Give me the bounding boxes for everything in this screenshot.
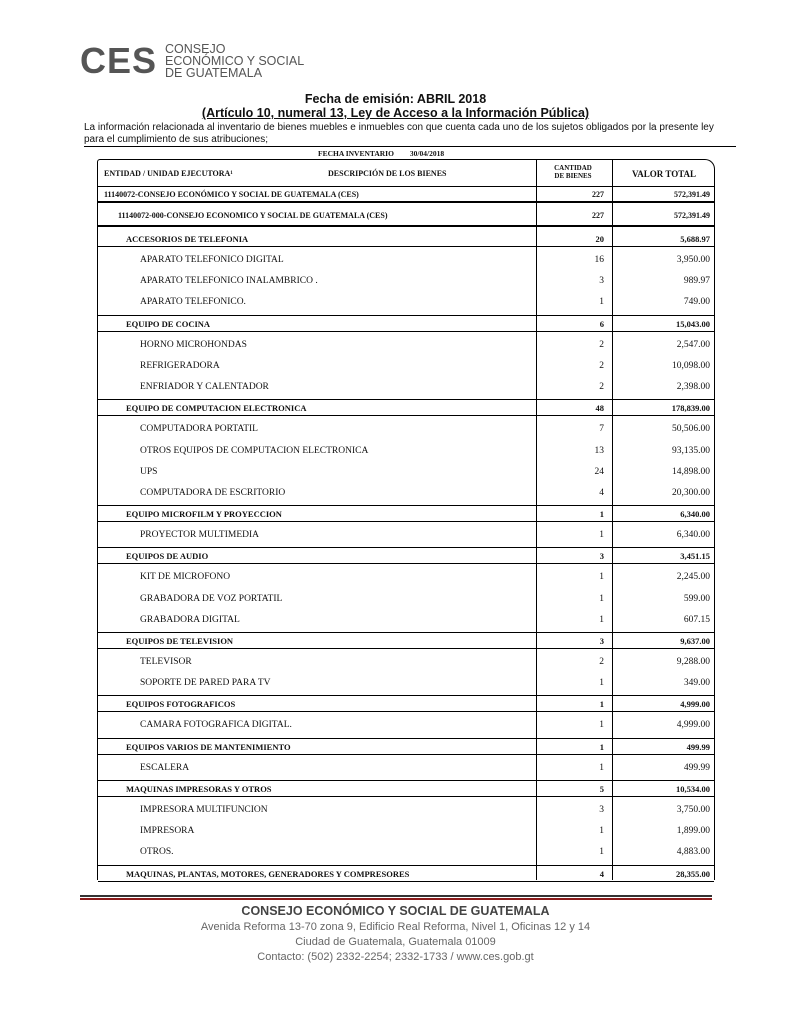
row-valor: 499.99 [683,763,710,773]
row-label: EQUIPO DE COMPUTACION ELECTRONICA [126,403,307,413]
row-valor: 749.00 [683,297,710,307]
row-valor: 572,391.49 [674,211,710,220]
row-cantidad: 4 [599,869,604,879]
row-label: ACCESORIOS DE TELEFONIA [126,234,249,244]
row-label: OTROS EQUIPOS DE COMPUTACION ELECTRONICA [140,446,369,456]
row-cantidad: 1 [599,594,604,604]
row-valor: 14,898.00 [672,467,710,477]
row-divider [98,711,714,712]
row-cantidad: 1 [599,826,604,836]
row-divider [98,648,714,649]
row-label: UPS [140,467,158,477]
row-divider [98,246,714,247]
row-valor: 599.00 [683,594,710,604]
row-divider [98,186,714,187]
row-label: EQUIPO MICROFILM Y PROYECCION [126,509,282,519]
row-label: REFRIGERADORA [140,361,220,371]
row-divider [98,201,714,203]
logo-line: CONSEJO [165,42,226,56]
row-valor: 349.00 [683,678,710,688]
row-divider [98,505,714,506]
row-valor: 15,043.00 [676,319,710,329]
row-label: 11140072-CONSEJO ECONÓMICO Y SOCIAL DE GUATEMALA (CES) [104,190,359,199]
row-cantidad: 5 [599,784,604,794]
row-cantidad: 1 [599,742,604,752]
row-valor: 572,391.49 [674,190,710,199]
row-cantidad: 1 [599,572,604,582]
row-divider [98,563,714,564]
row-cantidad: 3 [599,276,604,286]
row-cantidad: 3 [599,551,604,561]
row-label: EQUIPOS DE AUDIO [126,551,209,561]
logo-text [165,43,304,79]
logo-line: DE GUATEMALA [165,66,263,80]
row-label: HORNO MICROHONDAS [140,340,247,350]
row-label: COMPUTADORA DE ESCRITORIO [140,488,286,498]
row-divider [98,315,714,316]
row-label: SOPORTE DE PARED PARA TV [140,678,271,688]
row-divider [98,521,714,522]
row-valor: 3,950.00 [676,255,710,265]
row-valor: 28,355.00 [676,869,710,879]
row-label: EQUIPO DE COCINA [126,319,211,329]
row-label: KIT DE MICROFONO [140,572,231,582]
row-valor: 499.99 [686,742,710,752]
row-valor: 178,839.00 [671,403,710,413]
row-cantidad: 16 [594,255,604,265]
row-cantidad: 2 [599,340,604,350]
row-cantidad: 1 [599,615,604,625]
row-valor: 20,300.00 [672,488,710,498]
row-cantidad: 2 [599,361,604,371]
row-label: MAQUINAS, PLANTAS, MOTORES, GENERADORES Y COMPRESORES [126,869,410,879]
row-label: IMPRESORA MULTIFUNCION [140,805,268,815]
law-article-title: (Artículo 10, numeral 13, Ley de Acceso a la Información Pública) [201,106,590,120]
row-cantidad: 7 [599,424,604,434]
row-divider [98,796,714,797]
row-label: OTROS. [140,847,174,857]
row-valor: 2,245.00 [676,572,710,582]
inventory-date-value: 30/04/2018 [409,149,445,158]
footer-org: CONSEJO ECONÓMICO Y SOCIAL DE GUATEMALA [241,904,550,918]
row-cantidad: 1 [599,509,604,519]
row-label: IMPRESORA [140,826,195,836]
inventory-table [97,159,715,880]
row-label: CAMARA FOTOGRAFICA DIGITAL. [140,720,292,730]
row-valor: 3,451.15 [680,551,710,561]
footer-city: Ciudad de Guatemala, Guatemala 01009 [295,936,496,948]
row-cantidad: 24 [594,467,604,477]
intro-paragraph: La información relacionada al inventario de bienes muebles e inmuebles con que cuenta cada uno de los sujetos obligados por la presente ley para el cumplimiento de sus atribuciones; [84,122,714,145]
row-divider [98,780,714,781]
row-label: GRABADORA DE VOZ PORTATIL [140,594,283,604]
row-label: EQUIPOS VARIOS DE MANTENIMIENTO [126,742,291,752]
row-cantidad: 20 [595,234,604,244]
row-divider [98,738,714,739]
footer-address: Avenida Reforma 13-70 zona 9, Edificio Real Reforma, Nivel 1, Oficinas 12 y 14 [200,921,591,933]
row-cantidad: 4 [599,488,604,498]
row-cantidad: 1 [599,297,604,307]
row-valor: 9,288.00 [676,657,710,667]
row-valor: 50,506.00 [672,424,710,434]
row-valor: 3,750.00 [676,805,710,815]
row-valor: 10,534.00 [676,784,710,794]
column-divider [612,160,613,880]
row-divider [98,415,714,416]
footer-contact: Contacto: (502) 2332-2254; 2332-1733 / www.ces.gob.gt [257,951,534,963]
row-cantidad: 3 [599,636,604,646]
row-divider [98,547,714,548]
row-cantidad: 13 [594,446,604,456]
logo-mark: CES [80,40,158,81]
row-cantidad: 2 [599,382,604,392]
row-label: APARATO TELEFONICO DIGITAL [140,255,284,265]
row-divider [98,754,714,755]
row-cantidad: 227 [592,190,604,199]
row-cantidad: 1 [599,678,604,688]
row-valor: 1,899.00 [676,826,710,836]
row-label: GRABADORA DIGITAL [140,615,240,625]
inventory-date [318,149,444,158]
row-valor: 4,999.00 [676,720,710,730]
row-cantidad: 3 [599,805,604,815]
row-label: 11140072-000-CONSEJO ECONOMICO Y SOCIAL DE GUATEMALA (CES) [118,211,388,220]
row-divider [98,881,714,882]
row-divider [98,632,714,633]
row-cantidad: 2 [599,657,604,667]
row-valor: 2,398.00 [676,382,710,392]
footer-rule-red [80,898,712,900]
row-label: ENFRIADOR Y CALENTADOR [140,382,269,392]
row-label: APARATO TELEFONICO INALAMBRICO . [140,276,318,286]
header-cantidad-line: CANTIDAD [554,164,592,172]
row-valor: 989.97 [683,276,710,286]
row-valor: 6,340.00 [680,509,710,519]
column-divider [536,160,537,880]
row-valor: 9,637.00 [680,636,710,646]
footer-rule-dark [80,895,712,897]
inventory-date-label: FECHA INVENTARIO [318,149,394,158]
emission-date-title: Fecha de emisión: ABRIL 2018 [304,92,487,106]
row-cantidad: 1 [599,530,604,540]
intro-divider [84,146,736,147]
row-divider [98,865,714,866]
row-label: MAQUINAS IMPRESORAS Y OTROS [126,784,272,794]
row-valor: 4,999.00 [680,699,710,709]
row-label: PROYECTOR MULTIMEDIA [140,530,260,540]
row-label: ESCALERA [140,763,190,773]
row-divider [98,399,714,400]
row-cantidad: 48 [595,403,604,413]
row-cantidad: 1 [599,720,604,730]
row-valor: 2,547.00 [676,340,710,350]
row-cantidad: 1 [599,699,604,709]
row-valor: 10,098.00 [672,361,710,371]
row-cantidad: 1 [599,763,604,773]
row-valor: 4,883.00 [676,847,710,857]
row-cantidad: 1 [599,847,604,857]
row-label: COMPUTADORA PORTATIL [140,424,258,434]
row-cantidad: 6 [599,319,604,329]
row-label: EQUIPOS DE TELEVISION [126,636,234,646]
row-divider [98,225,714,227]
row-cantidad: 227 [592,211,604,220]
ces-logo [80,40,304,82]
header-valor: VALOR TOTAL [631,169,697,179]
header-cantidad-line: DE BIENES [554,172,592,180]
row-valor: 607.15 [683,615,710,625]
row-label: TELEVISOR [140,657,192,667]
header-cantidad [538,164,608,180]
logo-line: ECONÓMICO Y SOCIAL [165,54,305,68]
row-valor: 5,688.97 [680,234,710,244]
header-descripcion: DESCRIPCIÓN DE LOS BIENES [328,169,447,178]
row-valor: 6,340.00 [676,530,710,540]
header-entidad: ENTIDAD / UNIDAD EJECUTORA¹ [104,169,233,178]
row-valor: 93,135.00 [672,446,710,456]
row-divider [98,695,714,696]
table-header [98,160,714,186]
row-divider [98,331,714,332]
row-label: EQUIPOS FOTOGRAFICOS [126,699,236,709]
row-label: APARATO TELEFONICO. [140,297,246,307]
